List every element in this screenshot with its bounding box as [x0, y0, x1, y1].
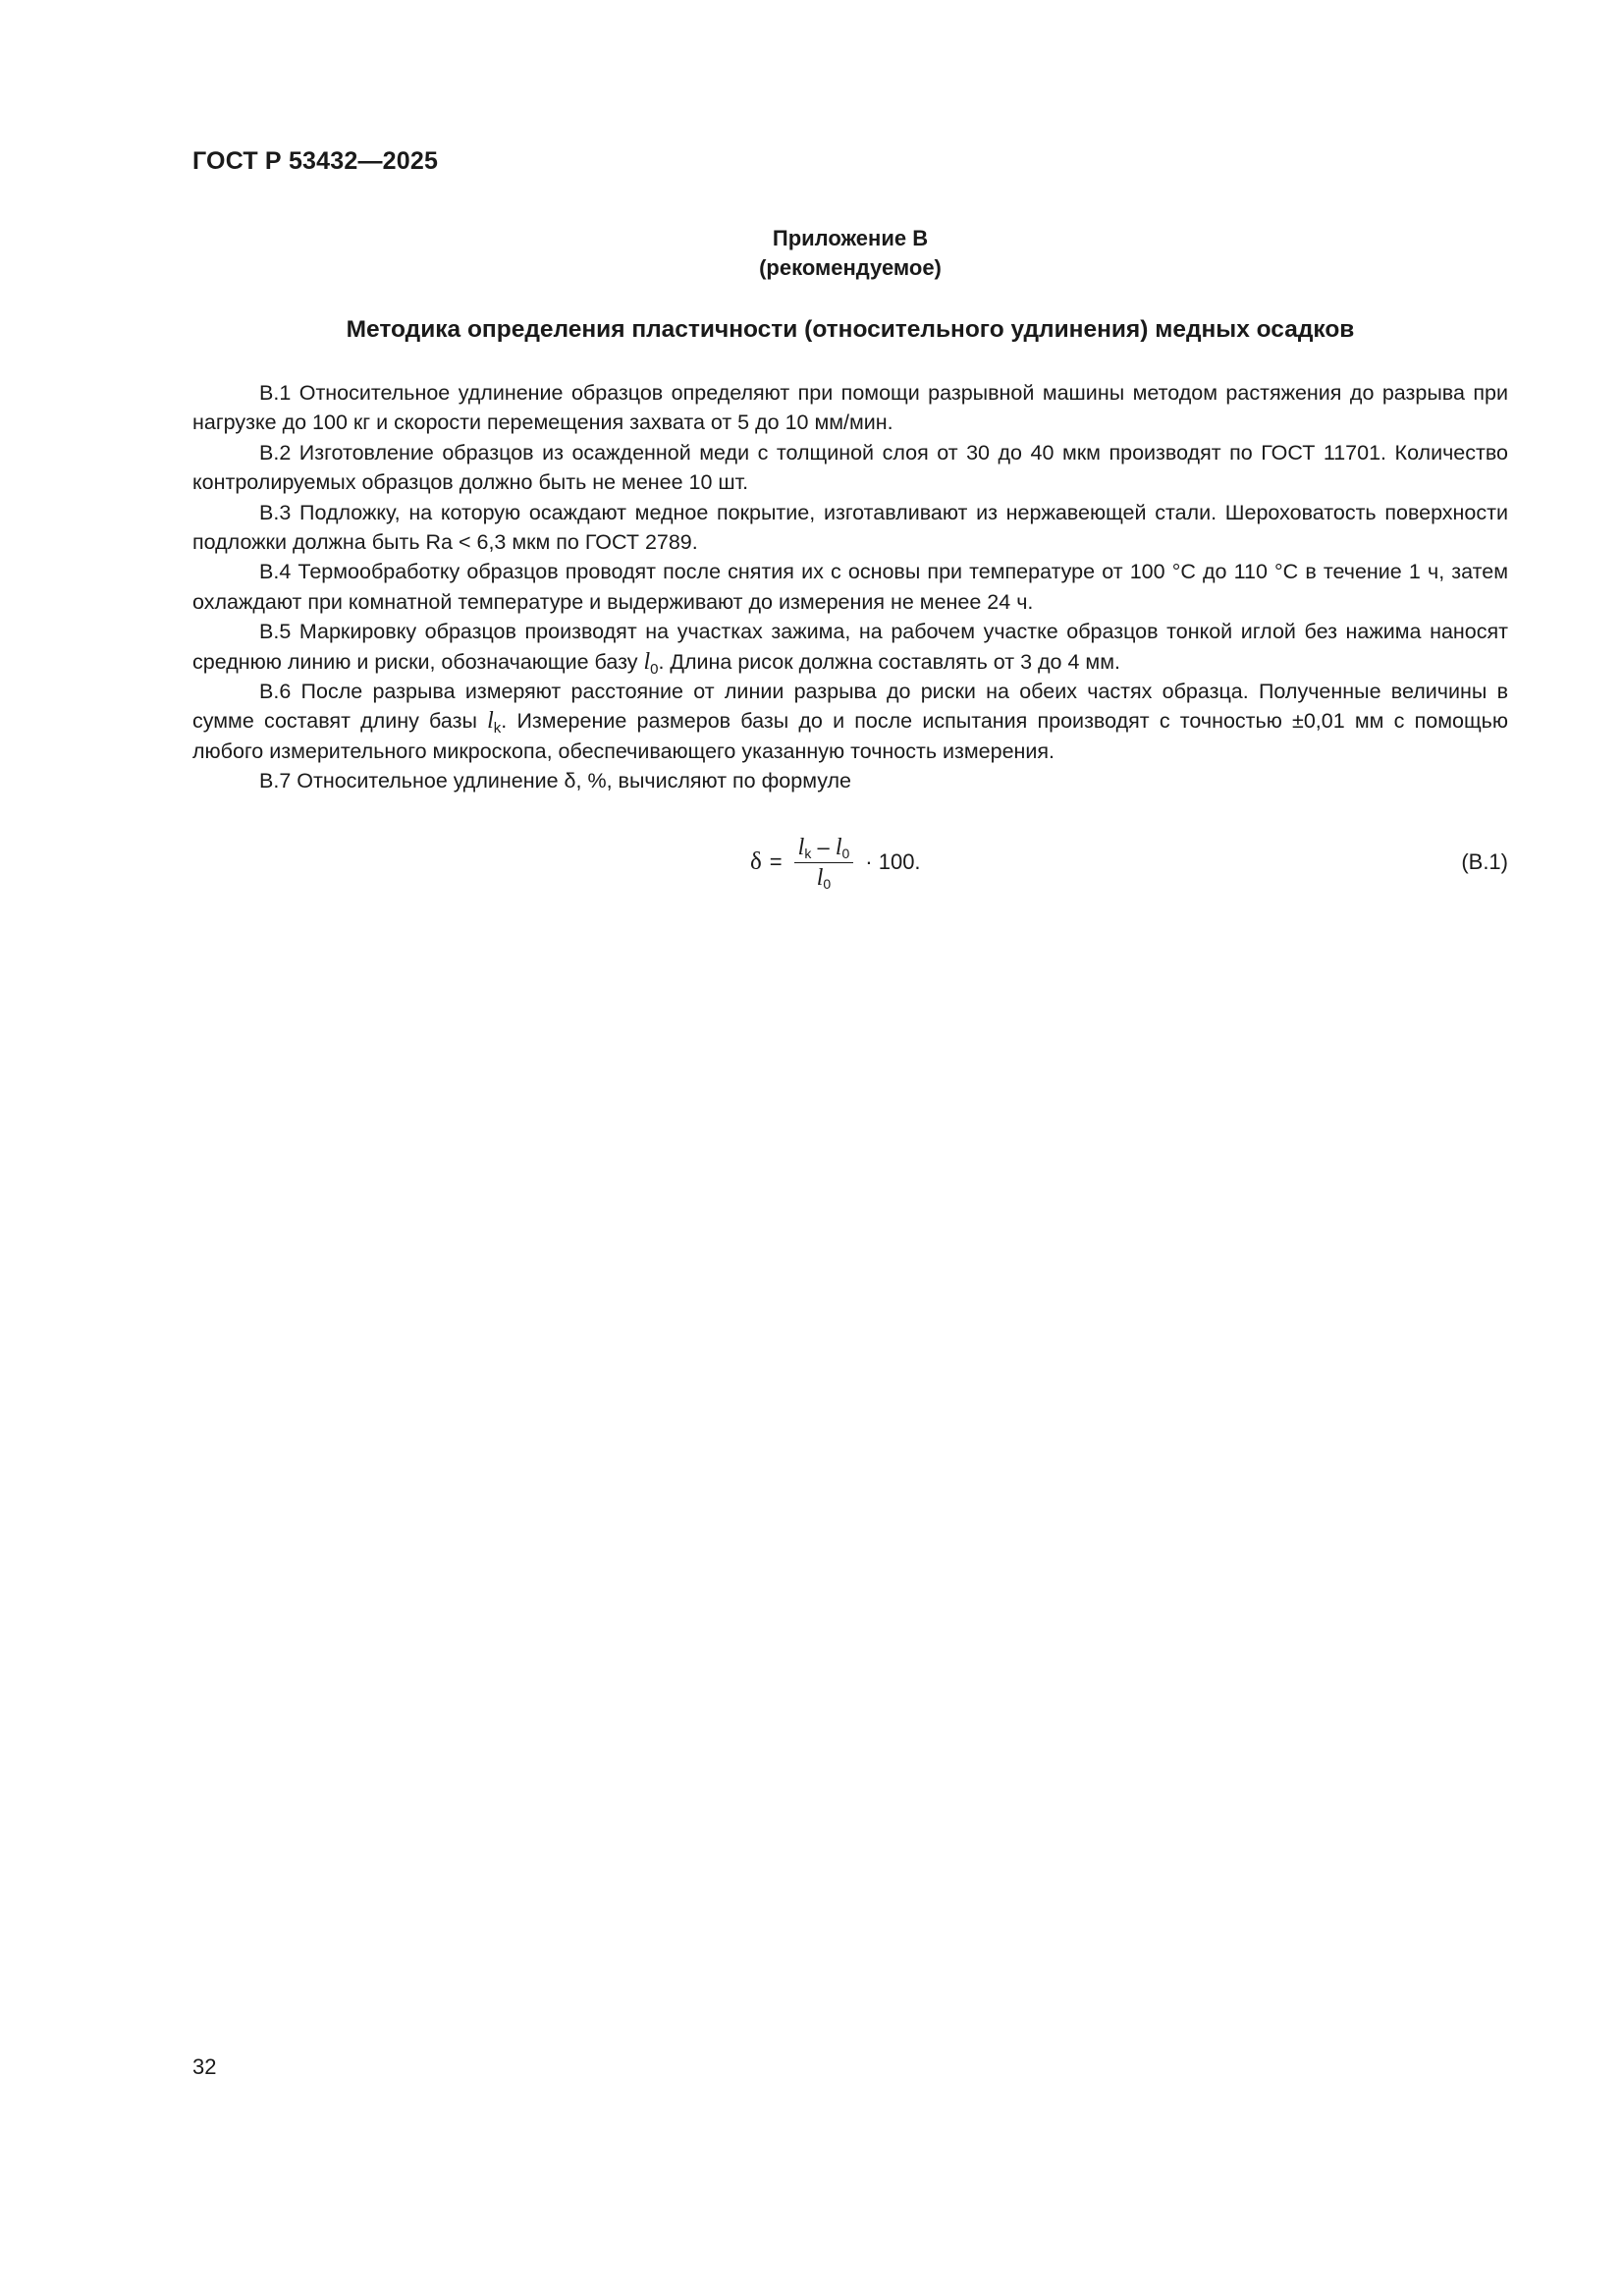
formula-fraction [794, 833, 854, 893]
paragraph-b6-text-b: . Измерение размеров базы до и после испытания производят с точностью ±0,01 мм с помощью любого измерительного микроскопа, обеспечивающего указанную точность измерения. [192, 709, 1508, 763]
denominator-sub: 0 [823, 875, 832, 892]
body-text [192, 378, 1508, 796]
paragraph-b4: В.4 Термообработку образцов проводят после снятия их с основы при температуре от 100 °С до 110 °С в течение 1 ч, затем охлаждают при комнатной температуре и выдерживают до измерения не менее 24 ч. [192, 560, 1508, 614]
base-length-variable: l [643, 648, 651, 675]
final-length-subscript: k [493, 720, 502, 738]
formula-numerator [794, 833, 854, 863]
paragraph-b2: В.2 Изготовление образцов из осажденной меди с толщиной слоя от 30 до 40 мкм производят по ГОСТ 11701. Количество контролируемых образцов должно быть не менее 10 шт. [192, 440, 1508, 495]
numerator-sub-1: k [804, 845, 812, 861]
numerator-minus: – [817, 834, 830, 859]
paragraph-b5-text-a: В.5 Маркировку образцов производят на участках зажима, на рабочем участке образцов тонкой иглой без нажима наносят среднюю линию и риски, обозначающие базу [192, 620, 1508, 674]
base-length-subscript: 0 [650, 660, 659, 678]
formula-equals: = [769, 849, 783, 874]
section-title: Методика определения пластичности (относительного удлинения) медных осадков [346, 316, 1355, 343]
denominator-var: l [816, 864, 824, 891]
paragraph-b5-text-b: . Длина рисок должна составлять от 3 до 4 мм. [658, 649, 1120, 674]
paragraph-b6-text-a: В.6 После разрыва измеряют расстояние от линии разрыва до риски на обеих частях образца. Полученные величины в сумме составят длину базы [192, 680, 1508, 734]
paragraph-b3: В.3 Подложку, на которую осаждают медное покрытие, изготавливают из нержавеющей стали. Шероховатость поверхности подложки должна быть Ra < 6,3 мкм по ГОСТ 2789. [192, 500, 1508, 555]
appendix-label: Приложение В [772, 226, 929, 250]
paragraph-b6 [192, 677, 1508, 766]
numerator-var-1: l [797, 834, 805, 860]
paragraph-b7: В.7 Относительное удлинение δ, %, вычисляют по формуле [259, 769, 851, 793]
paragraph-b1: В.1 Относительное удлинение образцов определяют при помощи разрывной машины методом растяжения до разрыва при нагрузке до 100 кг и скорости перемещения захвата от 5 до 10 мм/мин. [192, 381, 1508, 435]
formula-lhs: δ [750, 848, 762, 875]
appendix-status: (рекомендуемое) [759, 255, 942, 280]
formula-multiplier: · 100. [865, 849, 921, 874]
appendix-heading [192, 224, 1508, 283]
paragraph-b5 [192, 617, 1508, 677]
final-length-variable: l [487, 708, 494, 735]
numerator-sub-2: 0 [841, 845, 850, 861]
formula-b1 [192, 823, 1508, 902]
document-header: ГОСТ Р 53432—2025 [192, 147, 439, 175]
formula-denominator [813, 863, 835, 893]
page-number: 32 [192, 2054, 217, 2079]
formula-expression [750, 823, 921, 902]
formula-number: (В.1) [1461, 849, 1508, 874]
numerator-var-2: l [835, 834, 842, 860]
